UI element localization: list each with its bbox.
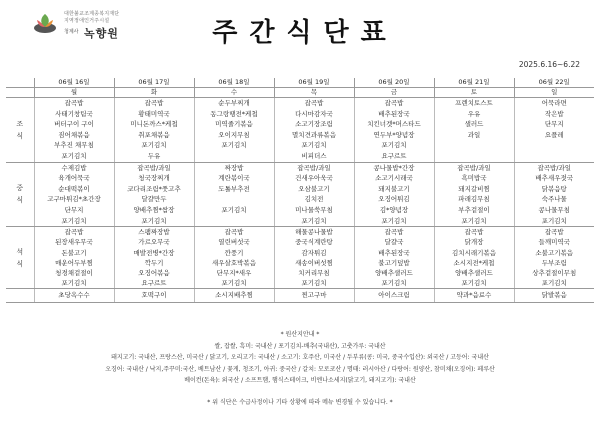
menu-item: 배추된장국 <box>378 109 410 118</box>
menu-cell <box>274 227 354 289</box>
menu-item: 요구르트 <box>381 151 407 160</box>
menu-item: 포기김치 <box>541 216 567 225</box>
menu-item: 양배추샐러드 <box>455 268 493 277</box>
menu-item: 버터구이 구이 <box>54 120 94 129</box>
menu-item: 단무지 <box>64 205 84 214</box>
day-weekday: 일 <box>514 88 594 98</box>
menu-item: 잡곡밥 <box>64 228 84 237</box>
menu-item: 잡곡밥 <box>144 99 164 107</box>
day-date: 06월 18일 <box>194 78 274 88</box>
snack-item: 호떡구이 <box>114 289 194 303</box>
menu-item: 요플레 <box>544 130 564 139</box>
menu-item: 잡곡밥 <box>224 228 244 237</box>
menu-item: 포기김치 <box>61 279 87 288</box>
menu-item: 달걀국 <box>384 238 404 247</box>
notes-line: 오징어: 국내산 / 낙지,주꾸미:국산, 베트남산 / 꽃게, 청조기, 아귀: 중국산 / 갈치: 모로코산 / 명태: 러시아산 / 다랑어: 원양산, 참미채(오징어): 페루산 <box>105 365 495 373</box>
menu-item: 달걀만두 <box>141 195 167 204</box>
menu-item: 가르오무국 <box>138 238 170 247</box>
menu-item: 육개어묵국 <box>58 174 90 183</box>
snack-item: 아이스크림 <box>354 289 434 303</box>
day-date: 06월 21일 <box>434 78 514 88</box>
snack-row <box>6 289 594 303</box>
menu-item: 황태미역국 <box>138 109 170 118</box>
menu-item: 동그랑땡전*케첩 <box>210 109 258 118</box>
menu-item: 포기김치 <box>301 141 327 150</box>
day-date: 06월 16일 <box>34 78 114 88</box>
menu-item: 고구마튀김*초간장 <box>47 195 101 204</box>
menu-item: 파래김무침 <box>458 195 490 204</box>
menu-item: 콩나물밥*간장 <box>373 163 415 172</box>
menu-item: 새우살호박볶음 <box>212 258 256 267</box>
menu-item: 수제김밥 <box>61 163 87 172</box>
day-weekday: 금 <box>354 88 434 98</box>
menu-item: 된장새우무국 <box>55 238 93 247</box>
menu-item: 다시마감자국 <box>295 109 333 118</box>
menu-item: 해물콩나물밥 <box>295 228 333 237</box>
menu-item: 소고기시래국 <box>375 174 413 183</box>
menu-item: 닭볶음탕 <box>541 184 567 193</box>
day-weekday: 월 <box>34 88 114 98</box>
menu-item <box>195 194 274 205</box>
meal-row-dinner <box>6 227 594 289</box>
menu-cell <box>114 162 194 227</box>
day-date: 06월 19일 <box>274 78 354 88</box>
menu-item: 소시지전*케첩 <box>453 258 495 267</box>
menu-item <box>435 140 514 151</box>
menu-item: 들깨미역국 <box>538 238 570 247</box>
meal-row-breakfast <box>6 98 594 163</box>
menu-item: 잡곡밥 <box>464 228 484 237</box>
page-title: 주간식단표 <box>212 18 398 48</box>
menu-item: 포기김치 <box>141 141 167 150</box>
menu-item: 포기김치 <box>381 279 407 288</box>
meal-label-char: 식 <box>16 196 24 205</box>
meal-row-lunch <box>6 162 594 227</box>
menu-item: 단무지*새우 <box>216 268 252 277</box>
menu-item: 상추겉절이무침 <box>532 268 577 277</box>
menu-cell <box>434 227 514 289</box>
menu-item: 미나물쑥무침 <box>295 205 333 214</box>
notes-footer: * 위 식단은 수급사정이나 기타 상황에 따라 메뉴 변경될 수 있습니다. * <box>207 398 393 406</box>
notes-heading: * 원산지안내 * <box>280 331 320 338</box>
menu-cell <box>194 98 274 163</box>
day-weekday: 수 <box>194 88 274 98</box>
corner-cell <box>6 78 34 88</box>
menu-cell <box>194 162 274 227</box>
menu-item: 소고기장조림 <box>295 120 333 129</box>
menu-cell <box>354 227 434 289</box>
menu-item: 비피더스 <box>301 151 327 160</box>
menu-item: 포기김치 <box>301 279 327 288</box>
menu-item: 잡곡밥/과일 <box>297 163 331 172</box>
menu-item: 김*양념장 <box>379 205 409 214</box>
menu-item: 부추진 채무침 <box>54 141 94 150</box>
menu-item: 새송이버섯찜 <box>295 258 333 267</box>
menu-item: 포기김치 <box>381 216 407 225</box>
menu-item: 샐러드 <box>464 120 484 129</box>
menu-cell <box>274 98 354 163</box>
menu-item: 포기김치 <box>221 205 247 214</box>
menu-cell <box>34 98 114 163</box>
menu-item: 포기김치 <box>221 279 247 288</box>
menu-item: 닭개장 <box>464 238 484 247</box>
menu-item: 김치전 <box>304 195 324 204</box>
snack-item: 약과*음료수 <box>434 289 514 303</box>
menu-item <box>195 151 274 162</box>
menu-item: 사태기창팀국 <box>55 109 93 118</box>
menu-item: 도톨부추전 <box>218 184 250 193</box>
menu-item: 잡곡밥/과일 <box>137 163 171 172</box>
menu-item: 포기김치 <box>541 279 567 288</box>
snack-item: 닭발볶음 <box>514 289 594 303</box>
menu-item: 포기김치 <box>221 141 247 150</box>
menu-item: 돼지갈비찜 <box>458 184 490 193</box>
menu-item: 두부조림 <box>541 258 567 267</box>
meal-label-char: 석 <box>16 247 24 256</box>
menu-item: 불고기덮밥 <box>378 258 410 267</box>
menu-item: 짐어채볶음 <box>58 130 90 139</box>
menu-item: 오징어볶음 <box>138 268 170 277</box>
menu-item: 잡곡밥/과일 <box>457 163 491 172</box>
menu-item: 열린버섯국 <box>218 238 250 247</box>
menu-item: 배추된장국 <box>378 248 410 257</box>
menu-cell <box>434 162 514 227</box>
menu-item: 계란볶이국 <box>218 174 250 183</box>
menu-item: 청국장찌개 <box>138 174 170 183</box>
menu-item: 두유 <box>147 151 161 160</box>
menu-item: 중국식계란탕 <box>295 238 333 247</box>
snack-label <box>6 289 34 303</box>
menu-cell <box>354 98 434 163</box>
day-date: 06월 20일 <box>354 78 434 88</box>
day-date: 06월 17일 <box>114 78 194 88</box>
menu-item <box>195 216 274 227</box>
menu-item: 과일 <box>467 130 481 139</box>
menu-item: 포기김치 <box>61 151 87 160</box>
logo <box>28 6 148 66</box>
header-dates-row <box>6 78 594 88</box>
header-weekday-row <box>6 88 594 98</box>
meal-label-char: 조 <box>16 119 24 128</box>
notes-line: 돼지고기: 국내산, 프랑스산, 미국산 / 닭고기, 오리고기: 국내산 / 소고기: 호주산, 미국산 / 두부류(콩: 미국, 중국수입산): 외국산 / 고등어: 국내산 <box>111 354 489 361</box>
menu-item: 단무지 <box>544 120 564 129</box>
menu-item: 김치시래기볶음 <box>452 248 496 257</box>
lotus-logo-icon <box>32 10 58 36</box>
menu-item: 미니돈까스*케첩 <box>130 120 178 129</box>
menu-item: 연두부*양념장 <box>373 130 415 139</box>
notes-line: 베이컨(돈육): 외국산 / 소프트햄, 햄식스테이크, 비엔나소세지(닭고기, 돼지고기): 국내산 <box>184 377 416 384</box>
menu-item: 잡곡밥 <box>384 99 404 107</box>
menu-item: 우유 <box>467 109 481 118</box>
menu-item: 짜장밥 <box>224 163 244 172</box>
menu-item: 스팸짜장밥 <box>138 228 170 237</box>
menu-cell <box>514 98 594 163</box>
menu-item: 소불고기볶음 <box>535 248 574 257</box>
menu-cell <box>514 162 594 227</box>
menu-item: 포기김치 <box>61 216 87 225</box>
menu-item: 청경채겉절이 <box>55 268 93 277</box>
meal-label-char: 중 <box>16 184 24 193</box>
menu-item: 오징어튀김 <box>378 195 410 204</box>
menu-item: 치킨너겟*머스타드 <box>367 120 421 129</box>
menu-item: 매운어두부찜 <box>55 258 93 267</box>
menu-item: 감자튀김 <box>301 248 327 257</box>
menu-item: 포기김치 <box>381 141 407 150</box>
day-weekday: 토 <box>434 88 514 98</box>
weekly-menu-table <box>6 78 594 303</box>
menu-cell <box>34 162 114 227</box>
menu-cell <box>114 227 194 289</box>
org-line-1: 대한불교조계종복지재단 <box>64 11 120 17</box>
org-name: 녹향원 <box>84 27 119 40</box>
menu-item <box>435 151 514 162</box>
menu-cell <box>114 98 194 163</box>
snack-item: 찐고구마 <box>274 289 354 303</box>
day-date: 06월 22일 <box>514 78 594 88</box>
menu-cell <box>274 162 354 227</box>
menu-cell <box>34 227 114 289</box>
menu-item: 콩나물무침 <box>538 205 570 214</box>
menu-item: 잡곡밥 <box>384 228 404 237</box>
meal-label <box>6 162 34 227</box>
menu-item: 요구르트 <box>141 279 167 288</box>
menu-item: 돼지불고기 <box>378 184 410 193</box>
menu-item: 미역줄기볶음 <box>215 120 253 129</box>
meal-label <box>6 98 34 163</box>
menu-cell <box>514 227 594 289</box>
menu-item: 멸치견과류볶음 <box>292 130 336 139</box>
menu-item: 치커리무침 <box>298 268 330 277</box>
menu-item: 포기김치 <box>461 279 487 288</box>
notes-line: 쌀, 잡쌀, 흑미: 국내산 / 포기김치-배추(국내산), 고춧가루: 국내산 <box>214 342 386 350</box>
day-weekday: 화 <box>114 88 194 98</box>
snack-item: 소시지배추찜 <box>194 289 274 303</box>
menu-cell <box>354 162 434 227</box>
org-prefix: 청계사 <box>64 29 79 35</box>
menu-item <box>515 151 595 162</box>
menu-item: 순두부찌개 <box>218 99 250 107</box>
menu-item: 프렌치토스트 <box>455 99 493 107</box>
menu-item: 깍두기 <box>144 258 164 267</box>
menu-item: 오삼불고기 <box>298 184 330 193</box>
menu-item: 깐풍기 <box>224 248 244 257</box>
menu-item: 잡곡밥 <box>544 228 564 237</box>
menu-item <box>515 140 595 151</box>
menu-item: 어묵라면 <box>541 99 567 107</box>
org-line-2: 지역정애인거주시설 <box>64 18 110 24</box>
menu-item: 순대떡볶이 <box>58 184 90 193</box>
menu-item: 양배추찜*쌈장 <box>133 205 175 214</box>
menu-item: 작은밥 <box>544 109 564 118</box>
meal-label-char: 식 <box>16 259 24 268</box>
menu-item: 숙주나물 <box>541 195 567 204</box>
menu-item: 돈불고기 <box>61 248 87 257</box>
snack-item: 초당옥수수 <box>34 289 114 303</box>
menu-item: 부추겉절이 <box>458 205 490 214</box>
meal-label <box>6 227 34 289</box>
menu-item: 포기김치 <box>461 216 487 225</box>
menu-item: 양배추샐러드 <box>375 268 413 277</box>
day-weekday: 목 <box>274 88 354 98</box>
menu-item: 잡곡밥/과일 <box>537 163 572 172</box>
menu-item: 취포채볶음 <box>138 130 170 139</box>
menu-item: 코다리조림*풋고추 <box>127 184 181 193</box>
menu-item: 잡곡밥 <box>304 99 324 107</box>
menu-item: 오이지무침 <box>218 130 250 139</box>
menu-item: 잡곡밥 <box>64 99 84 107</box>
menu-item: 포기김치 <box>301 216 327 225</box>
menu-cell <box>194 227 274 289</box>
menu-item: 배추새우젓국 <box>535 174 574 183</box>
corner-cell <box>6 88 34 98</box>
date-range: 2025.6.16~6.22 <box>518 60 580 69</box>
meal-label-char: 식 <box>16 131 24 140</box>
menu-item: 흑미밥국 <box>461 174 487 183</box>
menu-item: 매발전병*간장 <box>133 248 175 257</box>
menu-item: 건새우아욱국 <box>295 174 333 183</box>
menu-cell <box>434 98 514 163</box>
origin-notes <box>20 329 580 408</box>
menu-item: 포기김치 <box>141 216 167 225</box>
